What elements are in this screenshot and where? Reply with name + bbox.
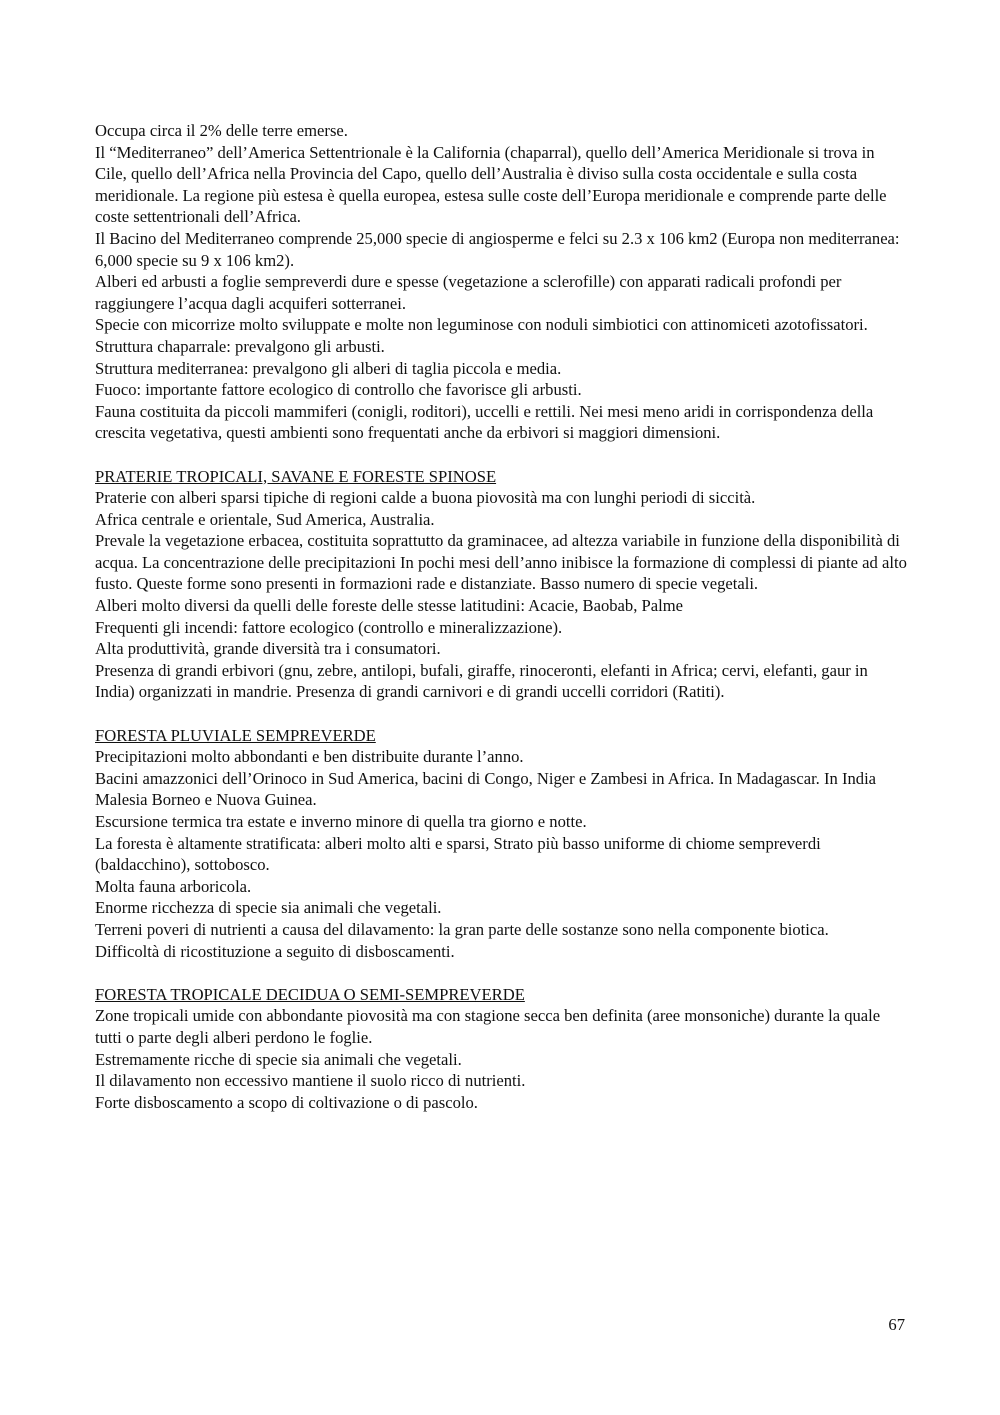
paragraph: Praterie con alberi sparsi tipiche di regioni calde a buona piovosità ma con lunghi periodi di siccità. — [95, 488, 756, 508]
paragraph: Il dilavamento non eccessivo mantiene il suolo ricco di nutrienti. — [95, 1071, 526, 1091]
paragraph: Il “Mediterraneo” dell’America Settentrionale è la California (chaparral), quello dell’America Meridionale si trova in Cile, quello dell’Africa nella Provincia del Capo, quello dell’Australia è diviso sulla costa occidentale e sulla costa meridionale. La regione più estesa è quella europea, estesa sulle coste dell’Europa meridionale e comprende parte delle coste settentrionali dell’Africa. — [95, 142, 887, 227]
paragraph: Prevale la vegetazione erbacea, costituita soprattutto da graminacee, ad altezza variabile in funzione della disponibilità di acqua. La concentrazione delle precipitazioni In pochi mesi dell’anno inibisce la formazione di complessi di piante ad alto fusto. Queste forme sono presenti in formazioni rade e distanziate. Basso numero di specie vegetali. — [95, 531, 907, 594]
section-title: PRATERIE TROPICALI, SAVANE E FORESTE SPINOSE — [95, 466, 497, 486]
paragraph: Presenza di grandi erbivori (gnu, zebre, antilopi, bufali, giraffe, rinoceronti, elefanti in Africa; cervi, elefanti, gaur in India) organizzati in mandrie. Presenza di grandi carnivori e di grandi uccelli corridori (Ratiti). — [95, 660, 868, 702]
paragraph: Difficoltà di ricostituzione a seguito di disboscamenti. — [95, 941, 455, 961]
paragraph: Forte disboscamento a scopo di coltivazione o di pascolo. — [95, 1092, 478, 1112]
paragraph: Frequenti gli incendi: fattore ecologico (controllo e mineralizzazione). — [95, 617, 563, 637]
paragraph: Il Bacino del Mediterraneo comprende 25,000 specie di angiosperme e felci su 2.3 x 106 km2 (Europa non mediterranea: 6,000 specie su 9 x 106 km2). — [95, 228, 900, 270]
paragraph: Specie con micorrize molto sviluppate e molte non leguminose con noduli simbiotici con attinomiceti azotofissatori. — [95, 315, 868, 335]
paragraph: Africa centrale e orientale, Sud America, Australia. — [95, 509, 435, 529]
paragraph: Zone tropicali umide con abbondante piovosità ma con stagione secca ben definita (aree monsoniche) durante la quale tutti o parte degli alberi perdono le foglie. — [95, 1006, 881, 1047]
paragraph: Precipitazioni molto abbondanti e ben distribuite durante l’anno. — [95, 747, 524, 767]
paragraph: Fauna costituita da piccoli mammiferi (conigli, roditori), uccelli e rettili. Nei mesi meno aridi in corrispondenza della crescita vegetativa, questi ambienti sono frequentati anche da erbivori si maggiori dimensioni. — [95, 401, 874, 443]
paragraph: Occupa circa il 2% delle terre emerse. — [95, 121, 348, 140]
paragraph: Bacini amazzonici dell’Orinoco in Sud America, bacini di Congo, Niger e Zambesi in Africa. In Madagascar. In India Malesia Borneo e Nuova Guinea. — [95, 768, 877, 810]
document-page — [95, 120, 910, 1113]
paragraph: Estremamente ricche di specie sia animali che vegetali. — [95, 1049, 462, 1069]
paragraph: Fuoco: importante fattore ecologico di controllo che favorisce gli arbusti. — [95, 380, 582, 400]
paragraph: Alberi ed arbusti a foglie sempreverdi dure e spesse (vegetazione a sclerofille) con apparati radicali profondi per raggiungere l’acqua dagli acquiferi sotterranei. — [95, 272, 842, 313]
paragraph: La foresta è altamente stratificata: alberi molto alti e sparsi, Strato più basso uniforme di chiome sempreverdi (baldacchino), sottobosco. — [95, 833, 821, 875]
page-number: 67 — [888, 1315, 905, 1334]
paragraph: Struttura mediterranea: prevalgono gli alberi di taglia piccola e media. — [95, 358, 562, 378]
paragraph: Struttura chaparrale: prevalgono gli arbusti. — [95, 336, 385, 356]
paragraph: Molta fauna arboricola. — [95, 876, 252, 896]
section-praterie-tropicali — [95, 466, 910, 704]
intro-block — [95, 120, 910, 444]
paragraph: Escursione termica tra estate e inverno minore di quella tra giorno e notte. — [95, 812, 587, 831]
paragraph: Alberi molto diversi da quelli delle foreste delle stesse latitudini: Acacie, Baobab, Palme — [95, 596, 683, 616]
paragraph: Terreni poveri di nutrienti a causa del dilavamento: la gran parte delle sostanze sono nella componente biotica. — [95, 919, 829, 939]
section-title: FORESTA TROPICALE DECIDUA O SEMI-SEMPREVERDE — [95, 984, 525, 1004]
paragraph: Alta produttività, grande diversità tra i consumatori. — [95, 639, 441, 659]
section-title: FORESTA PLUVIALE SEMPREVERDE — [95, 725, 376, 745]
section-foresta-tropicale-decidua — [95, 984, 910, 1114]
paragraph: Enorme ricchezza di specie sia animali che vegetali. — [95, 898, 442, 918]
section-foresta-pluviale — [95, 725, 910, 963]
